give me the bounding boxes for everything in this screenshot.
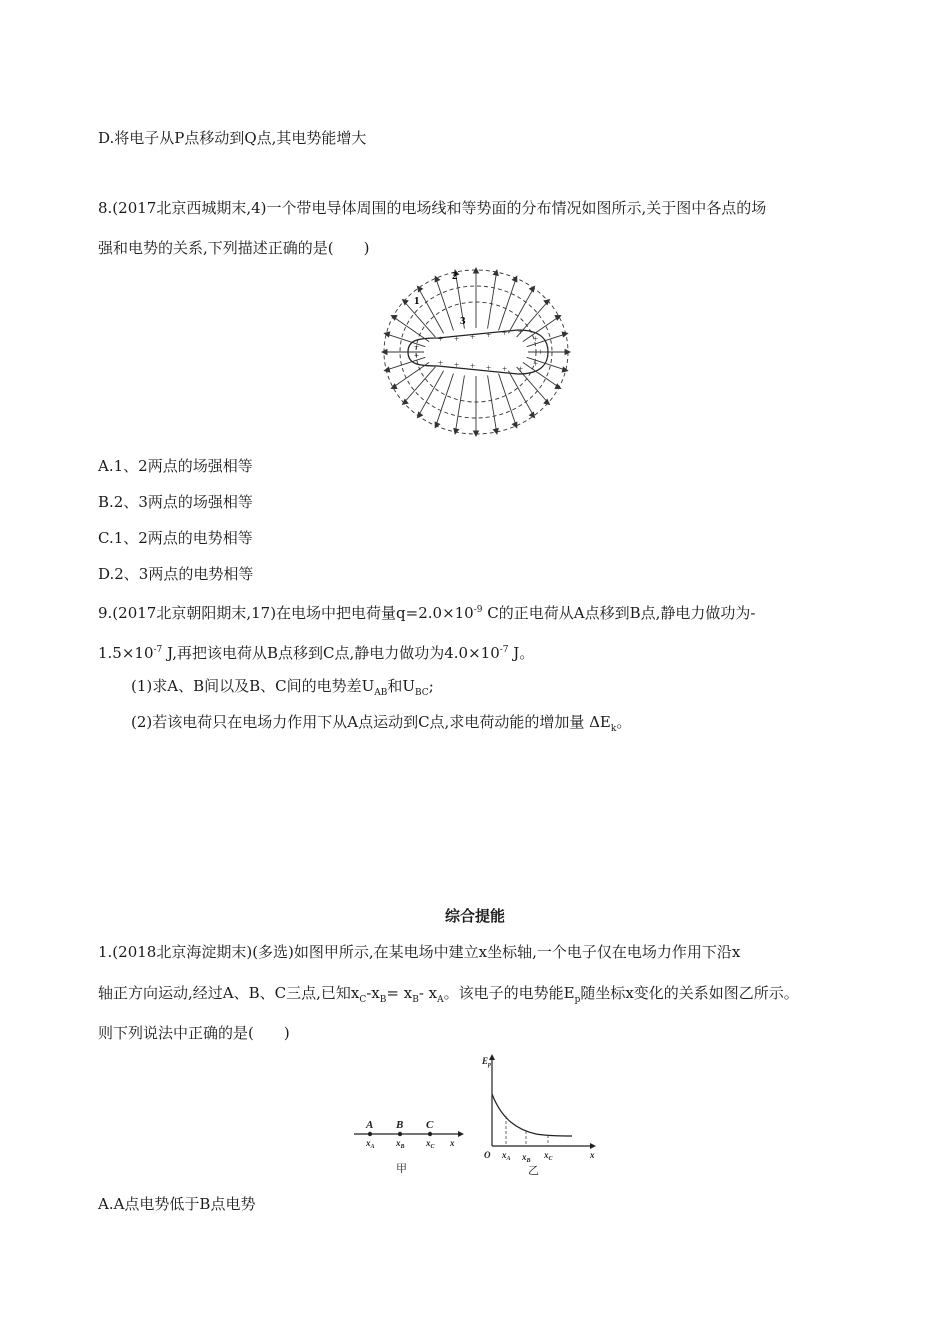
figure-label-1: 1 [414, 295, 420, 307]
q9-line2: $1.5\times 10^{-7}$ J,再把该电荷从B点移到C点,静电力做功为$4.0\times 10^{-7}$ J。 [98, 644, 535, 662]
field-arrow [417, 412, 422, 417]
q8-option-c: C.1、2两点的电势相等 [98, 529, 253, 547]
svg-text:+: + [533, 359, 539, 369]
p1-line3: 则下列说法中正确的是( ) [98, 1024, 290, 1042]
field-arrow [384, 367, 389, 372]
p1-line1: 1.(2018北京海淀期末)(多选)如图甲所示,在某电场中建立x坐标轴,一个电子仅在电场力作用下沿x [98, 943, 741, 961]
p1-line2: 轴正方向运动,经过A、B、C三点,已知$x_C-x_B= x_B-$ $x_A$。该电子的电势能$E_p$随坐标x变化的关系如图乙所示。 [98, 984, 799, 1005]
field-arrow [474, 268, 479, 273]
svg-text:xB: $x_B$ [396, 1138, 405, 1150]
field-arrow [474, 431, 479, 436]
svg-text:xC: $x_C$ [544, 1150, 553, 1162]
svg-text:xB: $x_B$ [522, 1152, 531, 1164]
q8-stem-line2: 强和电势的关系,下列描述正确的是( ) [98, 239, 370, 257]
fig-a-axis-label: x [450, 1138, 455, 1148]
field-line [403, 367, 436, 404]
field-arrow [403, 300, 408, 305]
q8-option-d: D.2、3两点的电势相等 [98, 565, 254, 583]
figure-yi [476, 1050, 604, 1188]
field-arrow [417, 286, 422, 291]
field-arrow [454, 428, 459, 433]
field-arrow [403, 399, 408, 404]
q8-option-a: A.1、2两点的场强相等 [98, 457, 253, 475]
field-arrow [493, 270, 498, 275]
svg-text:+: + [470, 361, 476, 371]
field-line [417, 286, 443, 333]
svg-text:+: + [486, 363, 492, 373]
svg-text:+: + [414, 342, 420, 352]
field-arrow [384, 332, 389, 337]
point-c-label: C [426, 1119, 434, 1131]
field-lines-figure [378, 262, 574, 446]
field-arrow [544, 399, 549, 404]
field-line [417, 371, 443, 418]
svg-text:+: + [438, 358, 444, 368]
fig-b-xlabel: x [590, 1150, 595, 1160]
field-arrow [382, 350, 387, 355]
point-a-label: A [366, 1119, 374, 1131]
point-b-label: B [396, 1119, 404, 1131]
field-line [488, 270, 497, 328]
svg-text:+: + [486, 330, 492, 340]
svg-text:+: + [518, 327, 524, 337]
svg-text:+: + [470, 332, 476, 342]
svg-text:+: + [454, 334, 460, 344]
q9-sub2: (2)若该电荷只在电场力作用下从A点运动到C点,求电荷动能的增加量 $\Delta E_k$。 [131, 713, 632, 734]
fig-b-caption: 乙 [528, 1165, 539, 1177]
figure-label-3: 3 [460, 315, 466, 327]
field-line [488, 375, 497, 433]
figure-label-2: 2 [452, 270, 458, 282]
field-line [455, 375, 464, 433]
field-arrow [544, 300, 549, 305]
field-arrow [562, 332, 567, 337]
field-arrow [562, 367, 567, 372]
svg-text:+: + [502, 364, 508, 374]
field-arrow [493, 428, 498, 433]
field-arrow [530, 412, 535, 417]
svg-text:+: + [414, 351, 420, 361]
p1-option-a: A.A点电势低于B点电势 [98, 1195, 256, 1213]
field-arrow [530, 286, 535, 291]
svg-text:+: + [518, 364, 524, 374]
field-arrow [565, 350, 570, 355]
svg-text:xA: $x_A$ [502, 1150, 511, 1162]
fig-b-origin: O [484, 1150, 491, 1160]
fig-a-caption: 甲 [396, 1163, 407, 1175]
svg-text:+: + [438, 334, 444, 344]
figure-jia [350, 1110, 470, 1190]
svg-text:+: + [502, 328, 508, 338]
q8-stem-line1: 8.(2017北京西城期末,4)一个带电导体周围的电场线和等势面的分布情况如图所示,关于图中各点的场 [98, 199, 767, 217]
q7-option-d: D.将电子从P点移动到Q点,其电势能增大 [98, 129, 367, 147]
svg-text:xA: $x_A$ [366, 1138, 375, 1150]
q9-line1: 9.(2017北京朝阳期末,17)在电场中把电荷量$q=2.0\times 10^{-9}$ C的正电荷从A点移到B点,静电力做功为- [98, 604, 756, 622]
svg-text:+: + [533, 334, 539, 344]
svg-text:+: + [454, 360, 460, 370]
q8-option-b: B.2、3两点的场强相等 [98, 493, 253, 511]
section-title: 综合提能 [444, 907, 505, 925]
q9-sub1: (1)求A、B间以及B、C间的电势差$U_{AB}$和$U_{BC}$; [131, 677, 434, 698]
field-line [508, 371, 534, 418]
svg-text:xC: $x_C$ [426, 1138, 435, 1150]
svg-text:+: + [538, 347, 544, 357]
fig-b-ylabel: $E_p$ [482, 1056, 492, 1068]
